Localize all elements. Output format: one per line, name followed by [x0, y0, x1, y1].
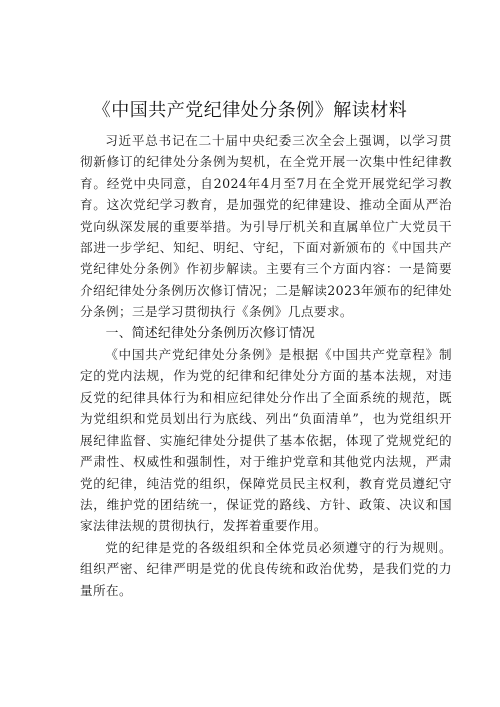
intro-paragraph: 习近平总书记在二十届中央纪委三次全会上强调，以学习贯彻新修订的纪律处分条例为契机，在全党开展一次集中性纪律教育。经党中央同意，自2024年4月至7月在全党开展党纪学习教育。这次党纪学习教育，是加强党的纪律建设、推动全面从严治党向纵深发展的重要举措。为引导厅机关和直属单位广大党员干部进一步学纪、知纪、明纪、守纪，下面对新颁布的《中国共产党纪律处分条例》作初步解读。主要有三个方面内容：一是简要介绍纪律处分条例历次修订情况；二是解读2023年颁布的纪律处分条例；三是学习贯彻执行《条例》几点要求。	[80, 133, 452, 320]
document-title: 《中国共产党纪律处分条例》解读材料	[92, 100, 408, 121]
document-body	[80, 130, 452, 601]
section-1-paragraph-1: 《中国共产党纪律处分条例》是根据《中国共产党章程》制定的党内法规，作为党的纪律和纪律处分方面的基本法规，对违反党的纪律具体行为和相应纪律处分作出了全面系统的规范，既为党组织和党员划出行为底线、列出“负面清单”，也为党组织开展纪律监督、实施纪律处分提供了基本依据，体现了党规党纪的严肃性、权威性和强制性，对于维护党章和其他党内法规，严肃党的纪律，纯洁党的组织，保障党员民主权利，教育党员遵纪守法，维护党的团结统一，保证党的路线、方针、政策、决议和国家法律法规的贯彻执行，发挥着重要作用。	[80, 347, 452, 534]
section-1-heading: 一、简述纪律处分条例历次修订情况	[105, 325, 316, 341]
section-1-paragraph-2: 党的纪律是党的各级组织和全体党员必须遵守的行为规则。组织严密、纪律严明是党的优良传统和政治优势，是我们党的力量所在。	[80, 539, 452, 598]
